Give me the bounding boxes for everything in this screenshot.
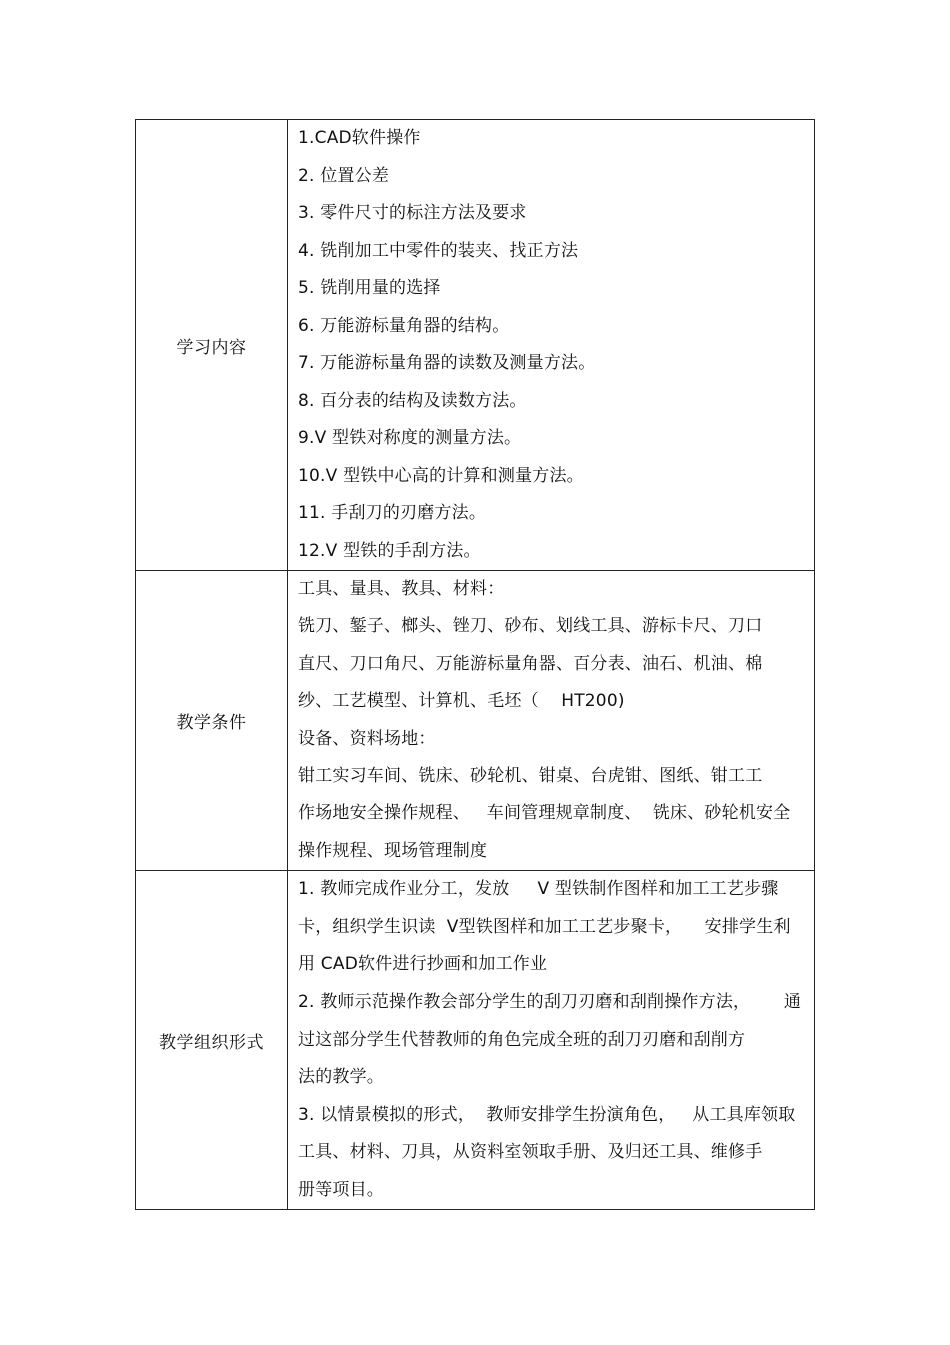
table-row-teaching-conditions [136,571,815,871]
content-line: 12.V 型铁的手刮方法。 [298,540,481,561]
learning-content-list [288,120,815,571]
content-line: 1.CAD软件操作 [298,128,421,148]
teaching-conditions-text [288,571,815,871]
content-line: 工具、量具、教具、材料： [298,579,505,599]
table-row-learning-content [136,120,815,571]
content-line: 1. 教师完成作业分工，发放 V 型铁制作图样和加工工艺步骤 [298,879,779,900]
content-line: 2. 位置公差 [298,165,390,186]
content-line: 5. 铣削用量的选择 [298,278,441,298]
content-line: 纱、工艺模型、计算机、毛坯（ HT200) [298,691,625,712]
content-line: 册等项目。 [298,1179,384,1200]
content-line: 2. 教师示范操作教会部分学生的刮刀刃磨和刮削操作方法， 通 [298,991,802,1012]
content-line: 操作规程、现场管理制度 [298,840,488,861]
content-line: 直尺、刀口角尺、万能游标量角器、百分表、油石、机油、棉 [298,653,763,674]
row-label-teaching-conditions: 教学条件 [136,571,288,871]
content-line: 过这部分学生代替教师的角色完成全班的刮刀刃磨和刮削方 [298,1029,746,1050]
row-label-teaching-organization: 教学组织形式 [136,871,288,1210]
content-line: 作场地安全操作规程、 车间管理规章制度、 铣床、砂轮机安全 [298,803,791,824]
course-info-table [135,119,815,1210]
content-line: 4. 铣削加工中零件的装夹、找正方法 [298,240,579,261]
content-line: 工具、材料、刀具，从资料室领取手册、及归还工具、维修手 [298,1142,763,1163]
content-line: 3. 以情景模拟的形式， 教师安排学生扮演角色， 从工具库领取 [298,1104,796,1125]
content-line: 8. 百分表的结构及读数方法。 [298,390,527,411]
content-line: 7. 万能游标量角器的读数及测量方法。 [298,353,596,373]
content-line: 9.V 型铁对称度的测量方法。 [298,428,522,448]
content-line: 卡，组织学生识读 V型铁图样和加工工艺步聚卡， 安排学生利 [298,916,791,937]
content-line: 11. 手刮刀的刃磨方法。 [298,503,487,523]
content-line: 钳工实习车间、铣床、砂轮机、钳桌、台虎钳、图纸、钳工工 [298,765,763,786]
teaching-organization-text [288,871,815,1210]
content-line: 设备、资料场地： [298,728,436,749]
table-row-teaching-organization [136,871,815,1210]
row-label-learning-content: 学习内容 [136,120,288,571]
content-line: 法的教学。 [298,1067,384,1088]
content-line: 3. 零件尺寸的标注方法及要求 [298,203,527,223]
content-line: 用 CAD软件进行抄画和加工作业 [298,954,548,975]
content-line: 6. 万能游标量角器的结构。 [298,315,510,336]
content-line: 10.V 型铁中心高的计算和测量方法。 [298,465,584,486]
content-line: 铣刀、錾子、榔头、锉刀、砂布、划线工具、游标卡尺、刀口 [298,616,763,637]
